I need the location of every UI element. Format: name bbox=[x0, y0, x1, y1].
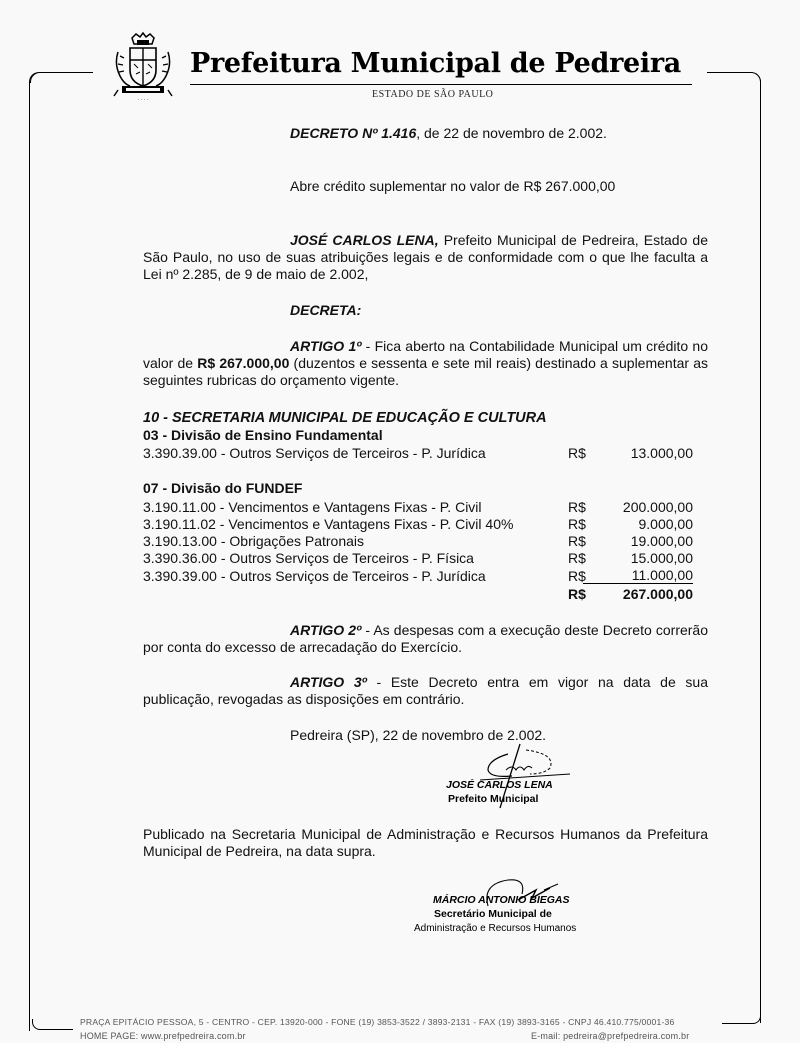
budget-row-desc: 3.190.11.02 - Vencimentos e Vantagens Fixas - P. Civil 40% bbox=[143, 516, 514, 532]
svg-text:· · · ·: · · · · bbox=[137, 97, 149, 102]
article-1-text-a: - Fica aberto na Contabilidade Municipal um crédito no valor de bbox=[143, 338, 709, 371]
article-1-text-b: (duzentos e sessenta e sete mil reais) destinado a suplementar as seguintes rubricas do orçamento vigente. bbox=[143, 355, 708, 388]
budget-row-desc: 3.390.36.00 - Outros Serviços de Terceiros - P. Física bbox=[143, 550, 474, 566]
budget-row-amount: 11.000,00 bbox=[583, 568, 693, 584]
budget-row bbox=[143, 550, 693, 567]
budget-total-row bbox=[143, 586, 693, 603]
budget-row bbox=[143, 516, 693, 533]
secretary-name: MÁRCIO ANTONIO BIEGAS bbox=[433, 894, 570, 906]
budget-row-amount: 13.000,00 bbox=[630, 445, 693, 461]
frame-corner-left bbox=[30, 72, 93, 83]
page-frame-left bbox=[29, 72, 44, 1031]
article-3-label: ARTIGO 3º bbox=[290, 674, 367, 690]
budget-row-amount: 9.000,00 bbox=[638, 516, 693, 532]
title-rule bbox=[190, 84, 692, 85]
decree-date: , de 22 de novembro de 2.002. bbox=[416, 125, 607, 141]
division-03-heading: 03 - Divisão de Ensino Fundamental bbox=[143, 427, 383, 443]
article-3 bbox=[143, 674, 708, 708]
footer-address: PRAÇA EPITÁCIO PESSOA, 5 - CENTRO - CEP. 13920-000 - FONE (19) 3853-3522 / 3893-2131 - FAX (19) 3893-3165 - CNPJ 46.410.775/0001-36 bbox=[80, 1017, 675, 1027]
footer-rule-left bbox=[32, 1019, 73, 1030]
budget-row-desc: 3.390.39.00 - Outros Serviços de Terceiros - P. Jurídica bbox=[143, 445, 486, 461]
budget-row-currency: R$ bbox=[568, 533, 586, 549]
secretaria-heading: 10 - SECRETARIA MUNICIPAL DE EDUCAÇÃO E CULTURA bbox=[143, 410, 547, 426]
budget-row-desc: 3.190.13.00 - Obrigações Patronais bbox=[143, 533, 365, 549]
page-frame-right bbox=[746, 72, 761, 1023]
footer-rule-right bbox=[722, 1013, 761, 1024]
budget-row bbox=[143, 499, 693, 516]
article-1-label: ARTIGO 1º bbox=[290, 338, 362, 354]
budget-total-amount: 267.000,00 bbox=[622, 586, 693, 602]
preamble-paragraph bbox=[143, 232, 708, 283]
budget-row-currency: R$ bbox=[568, 568, 586, 584]
org-name: Prefeitura Municipal de Pedreira bbox=[190, 48, 681, 79]
budget-row-desc: 3.190.11.00 - Vencimentos e Vantagens Fixas - P. Civil bbox=[143, 499, 482, 515]
budget-row-desc: 3.390.39.00 - Outros Serviços de Terceiros - P. Jurídica bbox=[143, 568, 486, 584]
decree-summary: Abre crédito suplementar no valor de R$ 267.000,00 bbox=[290, 178, 616, 194]
publication-note: Publicado na Secretaria Municipal de Administração e Recursos Humanos da Prefeitura Municipal de Pedreira, na data supra. bbox=[143, 826, 708, 859]
footer-email: E-mail: pedreira@prefpedreira.com.br bbox=[531, 1031, 690, 1041]
preamble-name: JOSÉ CARLOS LENA, bbox=[290, 232, 439, 248]
article-3-text: - Este Decreto entra em vigor na data de sua publicação, revogadas as disposições em contrário. bbox=[143, 674, 708, 707]
mayor-name: JOSÉ CARLOS LENA bbox=[446, 779, 553, 791]
budget-row-currency: R$ bbox=[568, 550, 586, 566]
budget-total-currency: R$ bbox=[568, 586, 586, 602]
budget-row-amount: 200.000,00 bbox=[622, 499, 693, 515]
preamble-text: Prefeito Municipal de Pedreira, Estado de São Paulo, no uso de suas atribuições legais e de conformidade com o que lhe faculta a Lei nº 2.285, de 9 de maio de 2.002, bbox=[143, 232, 708, 282]
place-date: Pedreira (SP), 22 de novembro de 2.002. bbox=[290, 727, 547, 743]
org-state: ESTADO DE SÃO PAULO bbox=[372, 89, 494, 100]
decree-number: DECRETO Nº 1.416 bbox=[290, 125, 417, 141]
budget-row-amount: 15.000,00 bbox=[630, 550, 693, 566]
budget-row bbox=[143, 533, 693, 550]
secretary-role-2: Administração e Recursos Humanos bbox=[414, 923, 577, 934]
footer-homepage: HOME PAGE: www.prefpedreira.com.br bbox=[80, 1031, 246, 1041]
mayor-role: Prefeito Municipal bbox=[448, 793, 539, 805]
budget-row-currency: R$ bbox=[568, 516, 586, 532]
budget-row-currency: R$ bbox=[568, 445, 586, 461]
article-2-text: - As despesas com a execução deste Decreto correrão por conta do excesso de arrecadação do Exercício. bbox=[143, 622, 709, 655]
coat-of-arms-icon bbox=[110, 30, 176, 102]
budget-row bbox=[143, 445, 693, 462]
budget-row bbox=[143, 568, 693, 585]
decreta-heading: DECRETA: bbox=[290, 302, 362, 318]
article-1-amount: R$ 267.000,00 bbox=[197, 355, 290, 371]
decree-title bbox=[290, 125, 607, 142]
article-2-label: ARTIGO 2º bbox=[290, 622, 362, 638]
budget-row-amount: 19.000,00 bbox=[630, 533, 693, 549]
budget-row-currency: R$ bbox=[568, 499, 586, 515]
article-2 bbox=[143, 622, 708, 656]
frame-corner-right bbox=[707, 72, 761, 83]
secretary-role-1: Secretário Municipal de bbox=[434, 908, 552, 920]
article-1 bbox=[143, 338, 708, 389]
division-07-heading: 07 - Divisão do FUNDEF bbox=[143, 480, 303, 496]
